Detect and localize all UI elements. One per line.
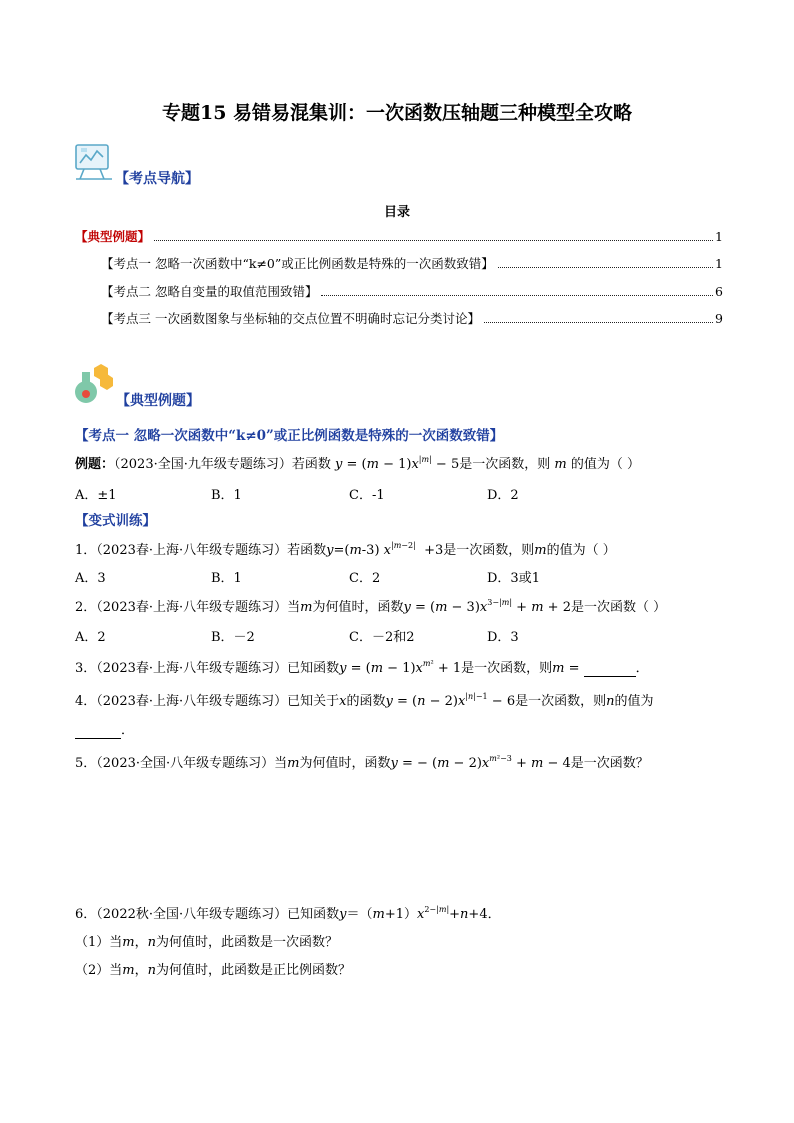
formula: y=(m-3) $x^{|m-2|}$ (326, 541, 416, 558)
q1-text: 1．（2023春·上海·八年级专题练习）若函数 (75, 543, 327, 558)
option-b: B．1 (211, 571, 242, 586)
example-question: 例题：（2023·全国·九年级专题练习）若函数 $y = (m - 1)x^{|m|} - 5$是一次函数，则 m 的值为（ ） (75, 455, 640, 472)
question-6-sub2: （2）当m，n为何值时，此函数是正比例函数？ (75, 963, 352, 978)
q2-text: 是一次函数（ ） (570, 600, 667, 615)
q2-text: 2．（2023春·上海·八年级专题练习）当 (75, 600, 301, 615)
question-4: 4．（2023春·上海·八年级专题练习）已知关于x的函数$y = (n - 2)x^{|n|-1} - 6$是一次函数，则n的值为 (75, 692, 654, 709)
option-a: A．±1 (75, 488, 117, 503)
toc-page-number: 1 (715, 256, 723, 271)
toc-item-label: 【考点二 忽略自变量的取值范围致错】 (101, 284, 318, 299)
question-2: 2．（2023春·上海·八年级专题练习）当m为何值时，函数$y = (m - 3)x^{3-|m|} + m + 2$是一次函数（ ） (75, 598, 667, 615)
q3-text: 3．（2023春·上海·八年级专题练习）已知函数 (75, 661, 340, 676)
formula: $y = (m - 3)x^{3-|m|} + m + 2$ (403, 598, 571, 615)
q5-text: 为何值时，函数 (299, 756, 391, 771)
toc-item[interactable] (101, 309, 723, 327)
section-label: 【典型例题】 (116, 393, 200, 409)
question-6-sub1: （1）当m，n为何值时，此函数是一次函数？ (75, 935, 339, 950)
option-a: A．3 (75, 571, 106, 586)
option-b: B．－2 (211, 630, 255, 645)
q1-text: 的值为（ ） (546, 543, 616, 558)
question-3: 3．（2023春·上海·八年级专题练习）已知函数$y = (m - 1)x^{m^2} + 1$是一次函数，则m = ． (75, 659, 649, 676)
q4-text: 的值为 (614, 694, 654, 709)
answer-blank[interactable] (75, 723, 121, 739)
kaodian-heading: 【考点一 忽略一次函数中“k≠0”或正比例函数是特殊的一次函数致错】 (75, 428, 504, 444)
formula: $y = (m - 1)x^{|m|} - 5$ (335, 455, 460, 472)
q6-text: 6．（2022秋·全国·八年级专题练习）已知函数 (75, 907, 340, 922)
formula: y = − $(m - 2)x^{m^2-3} + m - 4$ (390, 754, 571, 771)
q2-text: 为何值时，函数 (312, 600, 404, 615)
example-source: （2023·全国·九年级专题练习）若函数 (114, 457, 331, 472)
toc-leader (498, 267, 713, 268)
formula: $y = (m - 1)x^{m^2} + 1$ (339, 659, 462, 676)
question-6 (75, 903, 501, 922)
q6-sub-label: （2）当 (75, 963, 123, 978)
toc-leader (154, 240, 713, 241)
q1-text: +3是一次函数，则 (424, 543, 535, 558)
answer-blank[interactable] (584, 661, 636, 677)
flask-molecule-icon (72, 364, 114, 406)
formula: $y=(m+1)x^{2-|m|}+n+4$． (339, 905, 501, 922)
page-title: 专题15 易错易混集训：一次函数压轴题三种模型全攻略 (161, 102, 633, 124)
toc-item[interactable] (75, 227, 723, 245)
option-c: C．-1 (349, 488, 385, 503)
toc-title: 目录 (383, 205, 410, 220)
q6-sub-text: 为何值时，此函数是一次函数？ (156, 935, 339, 950)
q4-text: 的函数 (346, 694, 386, 709)
option-b: B．1 (211, 488, 242, 503)
q3-text: 是一次函数，则 (461, 661, 553, 676)
option-c: C．－2和2 (349, 630, 415, 645)
toc-page-number: 6 (715, 284, 723, 299)
q5-text: 5．（2023·全国·八年级专题练习）当 (75, 756, 288, 771)
toc-item-label: 【考点一 忽略一次函数中“k≠0”或正比例函数是特殊的一次函数致错】 (101, 256, 494, 271)
toc-page-number: 9 (715, 311, 723, 326)
question-4-blank: ． (75, 719, 134, 739)
q4-text: 是一次函数，则 (515, 694, 607, 709)
nav-label: 【考点导航】 (115, 171, 199, 187)
option-d: D．3 (487, 630, 519, 645)
option-c: C．2 (349, 571, 381, 586)
bianshi-heading: 【变式训练】 (75, 513, 156, 529)
toc-item-label: 【考点三 一次函数图象与坐标轴的交点位置不明确时忘记分类讨论】 (101, 311, 480, 326)
toc-item[interactable] (101, 254, 723, 272)
toc-leader (484, 322, 713, 323)
toc-item[interactable] (101, 282, 723, 300)
option-d: D．3或1 (487, 571, 540, 586)
q6-sub-label: （1）当 (75, 935, 123, 950)
option-d: D．2 (487, 488, 519, 503)
example-tail: 的值为（ ） (570, 457, 640, 472)
question-5: 5．（2023·全国·八年级专题练习）当m为何值时，函数y = − $(m - 2)x^{m^2-3} + m - 4$是一次函数？ (75, 754, 649, 771)
example-prefix: 例题： (75, 457, 115, 472)
question-1: 1．（2023春·上海·八年级专题练习）若函数y=(m-3) $x^{|m-2|} +3$是一次函数，则m的值为（ ） (75, 541, 616, 558)
option-a: A．2 (75, 630, 106, 645)
toc-page-number: 1 (715, 229, 723, 244)
presentation-board-icon (72, 142, 116, 182)
example-suffix: 是一次函数，则 (459, 457, 551, 472)
q4-text: 4．（2023春·上海·八年级专题练习）已知关于 (75, 694, 340, 709)
q6-sub-text: 为何值时，此函数是正比例函数？ (156, 963, 352, 978)
q5-text: 是一次函数？ (570, 756, 649, 771)
formula: $y = (n - 2)x^{|n|-1} - 6$ (385, 692, 516, 709)
toc-item-label: 【典型例题】 (75, 229, 151, 244)
toc-leader (321, 295, 713, 296)
